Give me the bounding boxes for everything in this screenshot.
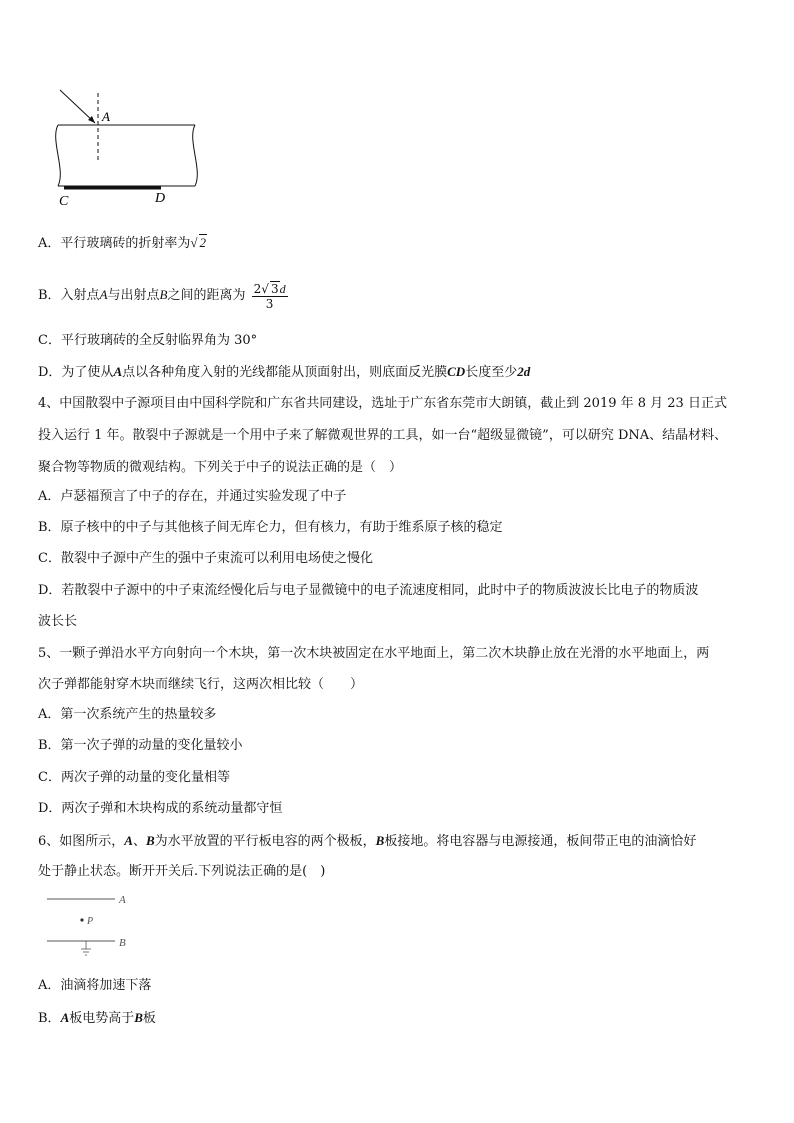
q4-option-a: A．卢瑟福预言了中子的存在，并通过实验发现了中子: [38, 489, 347, 504]
q3-option-d: D．为了使从A点以各种角度入射的光线都能从顶面射出，则底面反光膜CD长度至少2d: [38, 364, 531, 380]
q5-stem-line2: 次子弹都能射穿木块而继续飞行，这两次相比较（ ）: [38, 677, 364, 692]
q4-option-d-line2: 波长长: [38, 614, 78, 629]
q6-stem-line1: 6、如图所示，A、B为水平放置的平行板电容的两个极板，B板接地。将电容器与电源接通，板间带正电的油滴恰好: [38, 833, 697, 849]
plate-b-label: B: [119, 937, 126, 949]
label-d: D: [155, 191, 166, 206]
q5-option-b: B．第一次子弹的动量的变化量较小: [38, 738, 243, 753]
block-left-edge: [56, 125, 61, 186]
q4-stem-line1: 4、中国散裂中子源项目由中国科学院和广东省共同建设，选址于广东省东莞市大朗镇，截止到 2019 年 8 月 23 日正式: [38, 396, 727, 411]
plate-a-label: A: [119, 894, 126, 906]
glass-block-figure: [40, 85, 210, 210]
incident-ray: [60, 90, 95, 123]
label-c: C: [59, 194, 69, 209]
q4-stem-line3: 聚合物等物质的微观结构。下列关于中子的说法正确的是（ ）: [38, 460, 403, 475]
capacitor-figure: [45, 890, 145, 958]
point-p-label: P: [87, 916, 94, 927]
q4-option-b: B．原子核中的中子与其他核子间无库仑力，但有核力，有助于维系原子核的稳定: [38, 520, 503, 535]
q4-option-d-line1: D．若散裂中子源中的中子束流经慢化后与电子显微镜中的电子流速度相同，此时中子的物质波波长比电子的物质波: [38, 583, 699, 598]
q5-stem-line1: 5、一颗子弹沿水平方向射向一个木块，第一次木块被固定在水平地面上，第二次木块静止放在光滑的水平地面上，两: [38, 646, 710, 661]
q3-option-b: B．入射点A与出射点B之间的距离为 $\frac{2√ 3d}{3}$: [38, 281, 286, 311]
oil-drop-p: [80, 918, 83, 921]
label-a: A: [102, 109, 110, 124]
q5-option-c: C．两次子弹的动量的变化量相等: [38, 770, 230, 785]
block-right-edge: [193, 125, 198, 186]
q6-stem-line2: 处于静止状态。断开开关后.下列说法正确的是( ): [38, 864, 326, 879]
q6-option-b: B．A板电势高于B板: [38, 1010, 156, 1026]
q5-option-d: D．两次子弹和木块构成的系统动量都守恒: [38, 801, 283, 816]
q3-option-c: C．平行玻璃砖的全反射临界角为 30°: [38, 333, 258, 348]
q4-option-c: C．散裂中子源中产生的强中子束流可以利用电场使之慢化: [38, 551, 373, 566]
sqrt-value: 2: [199, 235, 207, 250]
q6-option-a: A．油滴将加速下落: [38, 978, 152, 993]
q5-option-a: A．第一次系统产生的热量较多: [38, 707, 217, 722]
distance-fraction: $\frac{2√ 3d}{3}$: [253, 281, 286, 311]
q4-stem-line2: 投入运行 1 年。散裂中子源就是一个用中子来了解微观世界的工具，如一台“超级显微镜”，可以研究 DNA、结晶材料、: [38, 428, 728, 443]
q3-option-a: A．平行玻璃砖的折射率为√ 2: [38, 235, 207, 251]
